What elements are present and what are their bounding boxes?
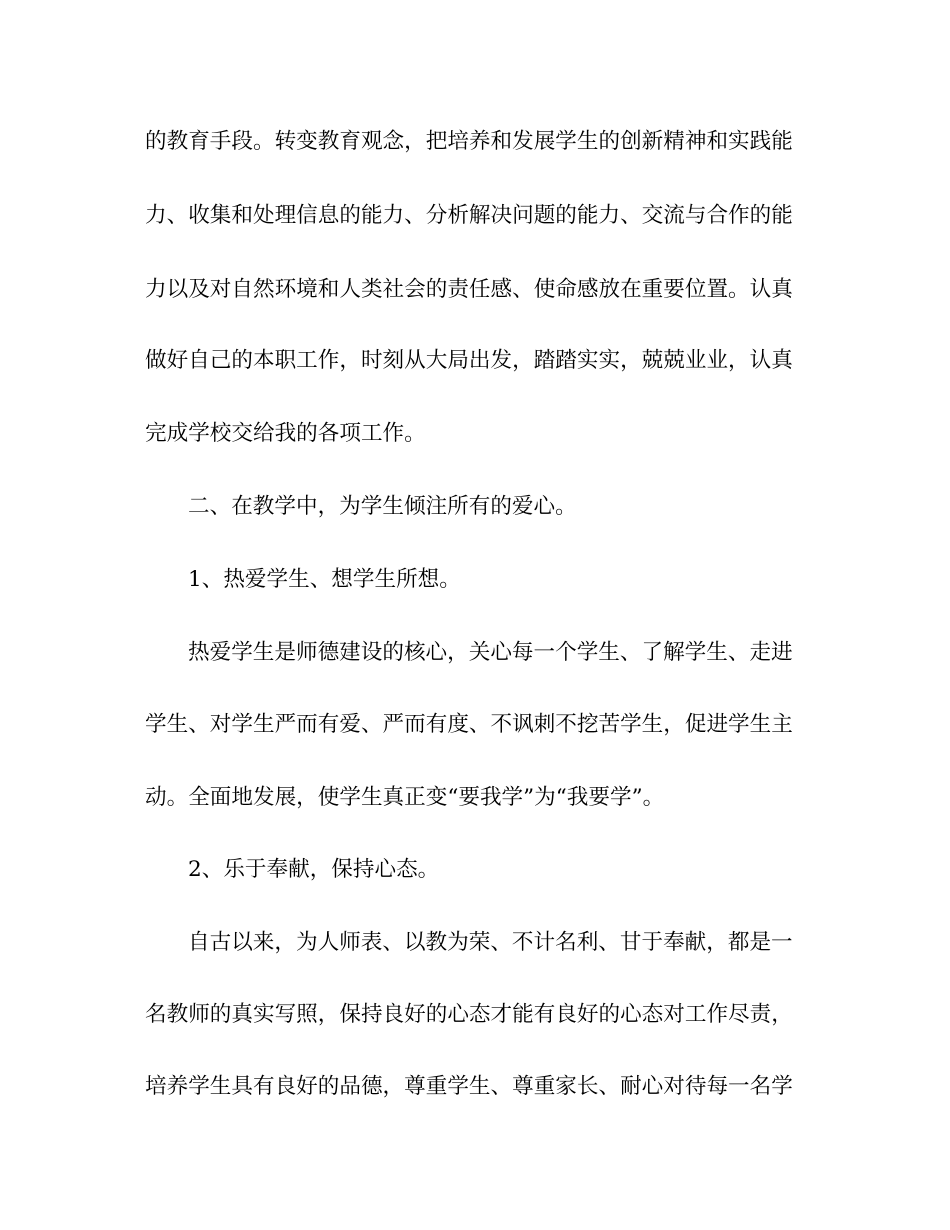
- text-line: 的教育手段。转变教育观念，把培养和发展学生的创新精神和实践能: [145, 129, 793, 154]
- text-line: 动。全面地发展，使学生真正变“要我学”为“我要学”。: [145, 785, 665, 810]
- text-line: 力、收集和处理信息的能力、分析解决问题的能力、交流与合作的能: [145, 203, 793, 228]
- text-line: 学生、对学生严而有爱、严而有度、不讽刺不挖苦学生，促进学生主: [145, 712, 793, 737]
- text-line: 完成学校交给我的各项工作。: [145, 421, 426, 446]
- text-line: 力以及对自然环境和人类社会的责任感、使命感放在重要位置。认真: [145, 277, 793, 302]
- text-line: 培养学生具有良好的品德，尊重学生、尊重家长、耐心对待每一名学: [145, 1074, 793, 1099]
- section-heading: 二、在教学中，为学生倾注所有的爱心。: [188, 494, 577, 519]
- text-line: 做好自己的本职工作，时刻从大局出发，踏踏实实，兢兢业业，认真: [145, 348, 793, 373]
- subheading: 2、乐于奉献，保持心态。: [188, 857, 440, 882]
- subheading: 1、热爱学生、想学生所想。: [188, 567, 461, 592]
- text-line: 名教师的真实写照，保持良好的心态才能有良好的心态对工作尽责，: [145, 1002, 793, 1027]
- text-line: 热爱学生是师德建设的核心，关心每一个学生、了解学生、走进: [188, 640, 793, 665]
- text-line: 自古以来，为人师表、以教为荣、不计名利、甘于奉献，都是一: [188, 930, 793, 955]
